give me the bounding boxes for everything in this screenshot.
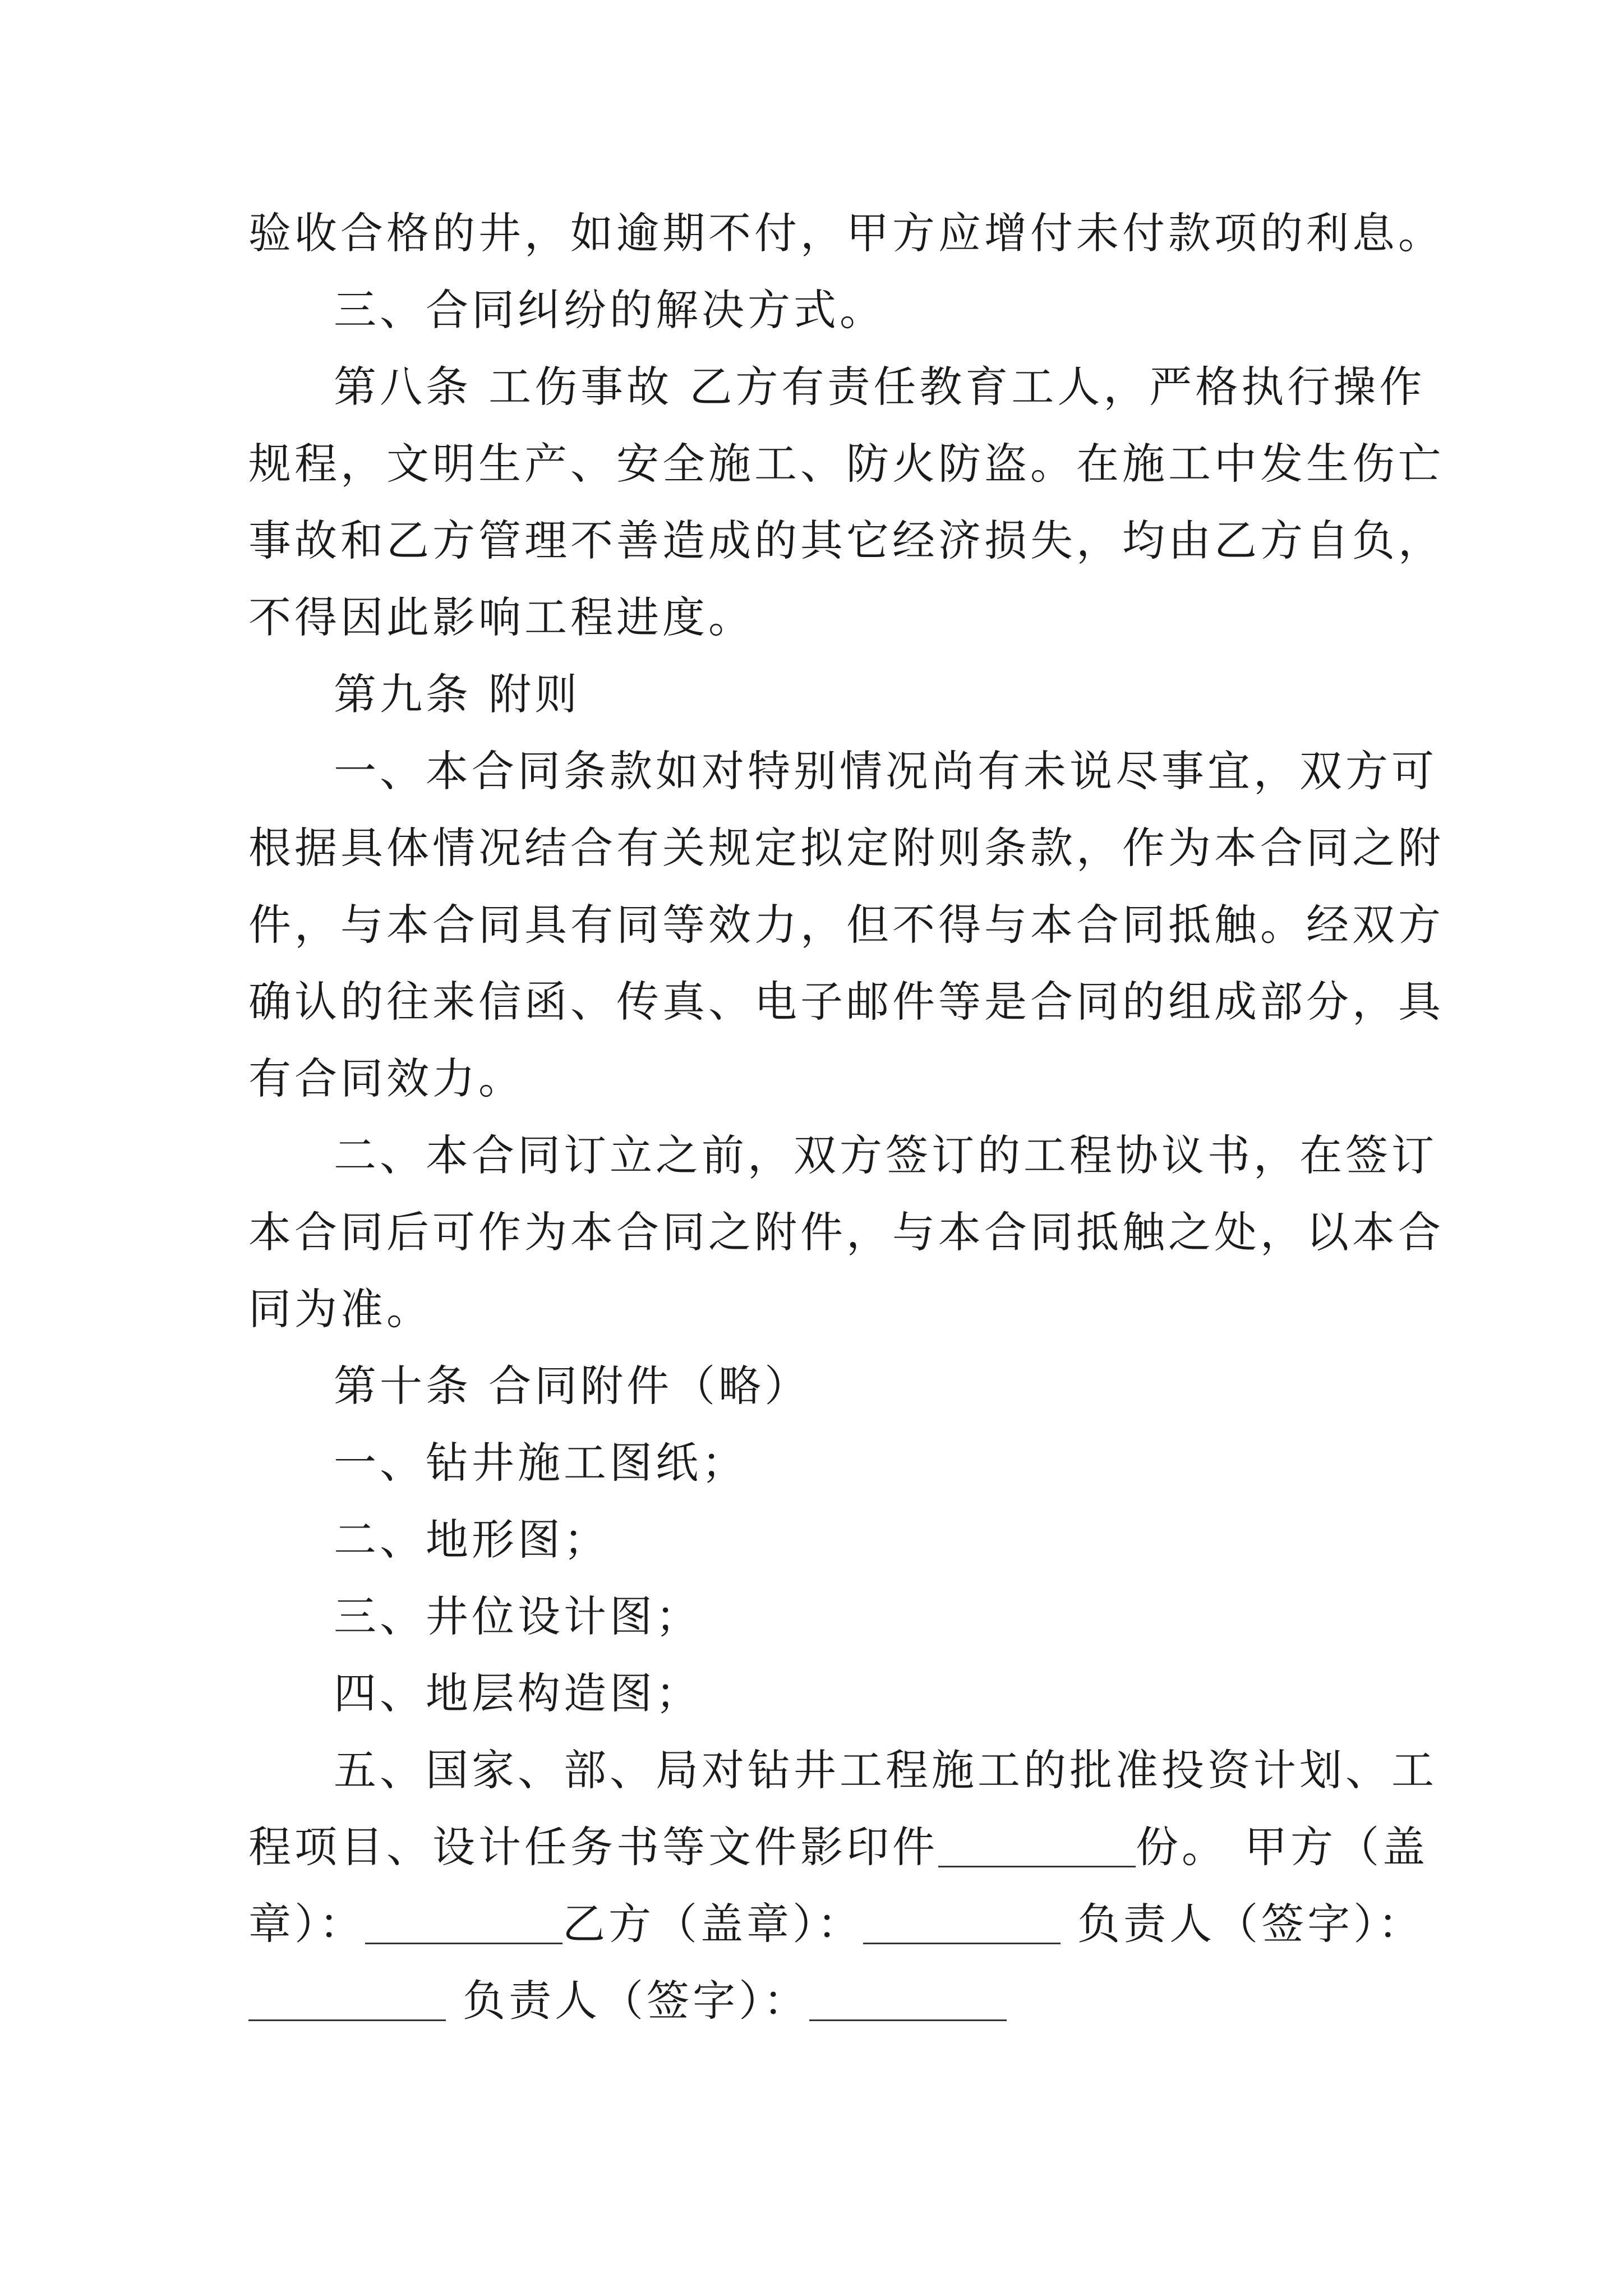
party-b-signatory-blank[interactable] [809, 1984, 1007, 2021]
closing-line-3 [248, 1975, 1007, 2027]
closing-text: 程项目、设计任务书等文件影印件 [248, 1822, 938, 1872]
party-b-seal-blank[interactable] [863, 1907, 1061, 1944]
article-10-heading: 第十条 合同附件（略） [334, 1361, 811, 1411]
section-heading: 三、合同纠纷的解决方式。 [334, 285, 886, 335]
paragraph-line: 验收合格的井，如逾期不付，甲方应增付未付款项的利息。 [248, 208, 1444, 258]
attachment-item: 一、钻井施工图纸； [334, 1438, 748, 1488]
copies-blank[interactable] [938, 1830, 1136, 1867]
paragraph-line: 件，与本合同具有同等效力，但不得与本合同抵触。经双方 [248, 900, 1444, 950]
closing-line-2 [248, 1898, 1424, 1950]
paragraph-line: 同为准。 [248, 1284, 432, 1334]
article-8-line: 第八条 工伤事故 乙方有责任教育工人，严格执行操作 [334, 362, 1426, 412]
attachment-item: 三、井位设计图； [334, 1591, 702, 1641]
article-9-heading: 第九条 附则 [334, 669, 581, 719]
paragraph-line: 一、本合同条款如对特别情况尚有未说尽事宜，双方可 [334, 746, 1437, 796]
closing-line-1 [248, 1821, 1428, 1873]
paragraph-line: 本合同后可作为本合同之附件，与本合同抵触之处，以本合 [248, 1207, 1444, 1257]
paragraph-line: 二、本合同订立之前，双方签订的工程协议书，在签订 [334, 1130, 1437, 1180]
attachment-item: 二、地形图； [334, 1515, 610, 1565]
attachment-item: 五、国家、部、局对钻井工程施工的批准投资计划、工 [334, 1745, 1437, 1795]
paragraph-line: 规程，文明生产、安全施工、防火防盗。在施工中发生伤亡 [248, 439, 1444, 489]
party-b-signatory-label: 负责人（签字）： [446, 1976, 810, 2026]
party-a-seal-blank[interactable] [365, 1907, 562, 1944]
paragraph-line: 根据具体情况结合有关规定拟定附则条款，作为本合同之附 [248, 823, 1444, 873]
paragraph-line: 确认的往来信函、传真、电子邮件等是合同的组成部分，具 [248, 977, 1444, 1027]
paragraph-line: 事故和乙方管理不善造成的其它经济损失，均由乙方自负， [248, 516, 1444, 565]
closing-text: 份。 甲方（盖 [1136, 1822, 1429, 1872]
party-b-seal-label: 乙方（盖章）： [562, 1899, 863, 1949]
paragraph-line: 有合同效力。 [248, 1053, 524, 1103]
attachment-item: 四、地层构造图； [334, 1668, 702, 1718]
party-a-signatory-label: 负责人（签字）： [1061, 1899, 1424, 1949]
party-a-signatory-blank[interactable] [248, 1984, 446, 2021]
paragraph-line: 不得因此影响工程进度。 [248, 592, 754, 642]
party-a-seal-label: 章）： [248, 1899, 365, 1949]
